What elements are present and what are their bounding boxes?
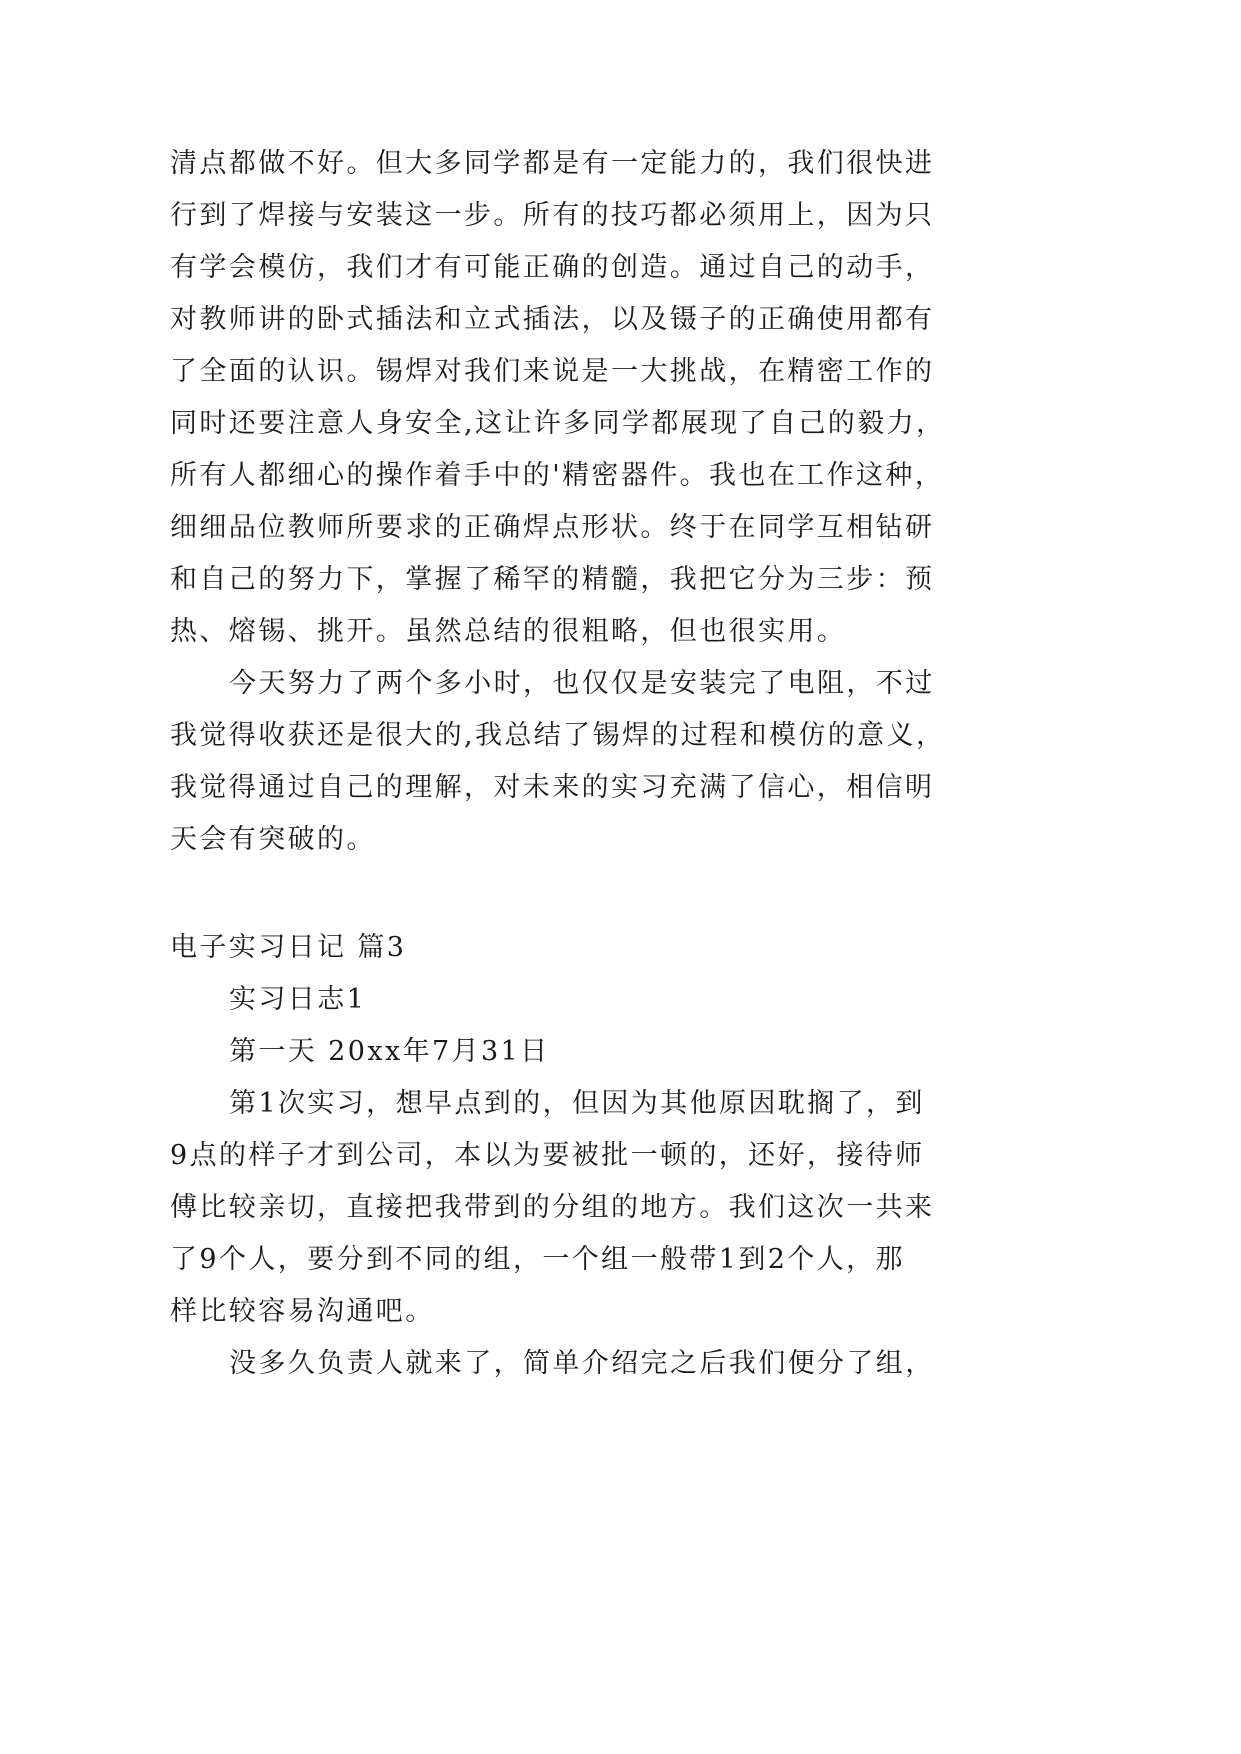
paragraph-line: 有学会模仿，我们才有可能正确的创造。通过自己的动手，: [170, 252, 935, 283]
paragraph-line: 我觉得收获还是很大的,我总结了锡焊的过程和模仿的意义，: [170, 720, 946, 751]
paragraph-line: 样比较容易沟通吧。: [170, 1296, 435, 1327]
paragraph-line: 行到了焊接与安装这一步。所有的技巧都必须用上，因为只: [170, 200, 935, 231]
paragraph-line: 了全面的认识。锡焊对我们来说是一大挑战，在精密工作的: [170, 356, 935, 387]
log-date: 第一天 20xx年7月31日: [229, 1036, 550, 1067]
log-title: 实习日志1: [229, 984, 367, 1015]
paragraph-line: 清点都做不好。但大多同学都是有一定能力的，我们很快进: [170, 148, 935, 179]
paragraph-line: 对教师讲的卧式插法和立式插法，以及镊子的正确使用都有: [170, 304, 935, 335]
paragraph-line: 天会有突破的。: [170, 824, 376, 855]
paragraph-line: 和自己的努力下，掌握了稀罕的精髓，我把它分为三步：预: [170, 564, 935, 595]
paragraph-line: 我觉得通过自己的理解，对未来的实习充满了信心，相信明: [170, 772, 935, 803]
paragraph-line: 今天努力了两个多小时，也仅仅是安装完了电阻，不过: [229, 668, 935, 699]
paragraph-line: 第1次实习，想早点到的，但因为其他原因耽搁了，到: [229, 1088, 925, 1119]
paragraph-line: 热、熔锡、挑开。虽然总结的很粗略，但也很实用。: [170, 616, 847, 647]
paragraph-line: 9点的样子才到公司，本以为要被批一顿的，还好，接待师: [170, 1140, 925, 1171]
section-heading: 电子实习日记 篇3: [170, 932, 407, 963]
paragraph-line: 同时还要注意人身安全,这让许多同学都展现了自己的毅力，: [170, 408, 946, 439]
paragraph-line: 所有人都细心的操作着手中的'精密器件。我也在工作这种，: [170, 460, 945, 491]
paragraph-line: 了9个人，要分到不同的组，一个组一般带1到2个人，那: [170, 1244, 905, 1275]
paragraph-line: 没多久负责人就来了，简单介绍完之后我们便分了组，: [229, 1348, 935, 1379]
paragraph-line: 傅比较亲切，直接把我带到的分组的地方。我们这次一共来: [170, 1192, 935, 1223]
paragraph-line: 细细品位教师所要求的正确焊点形状。终于在同学互相钻研: [170, 512, 935, 543]
